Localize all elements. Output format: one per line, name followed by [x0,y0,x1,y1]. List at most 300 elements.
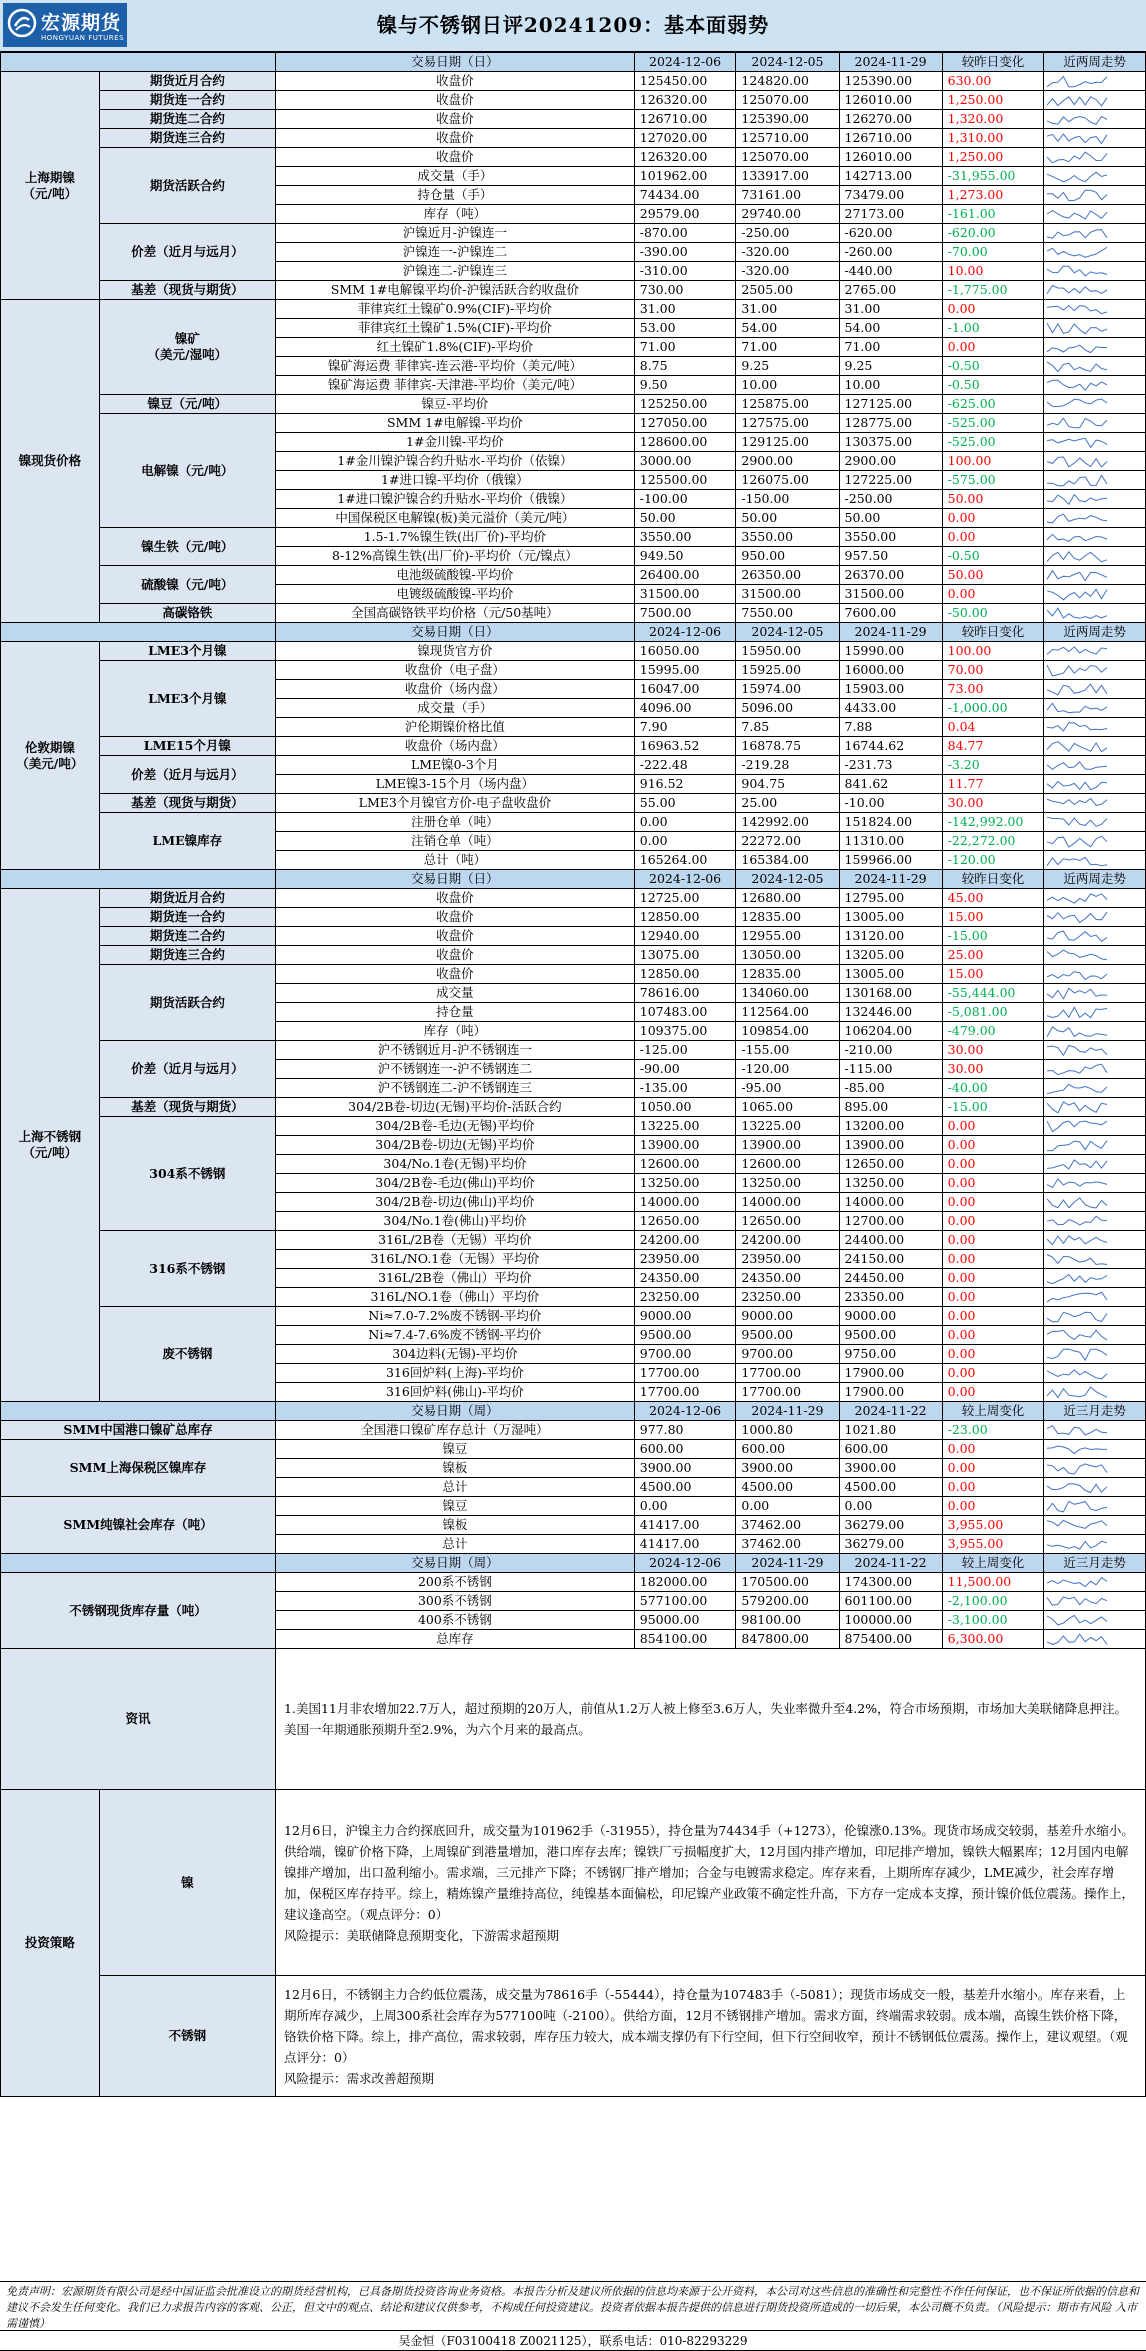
value-cell: 133917.00 [736,167,839,186]
value-cell: -310.00 [634,262,736,281]
value-cell: 17700.00 [736,1364,839,1383]
change-cell: -5,081.00 [942,1003,1044,1022]
news-text: 1.美国11月非农增加22.7万人，超过预期的20万人，前值从1.2万人被上修至3.6万人，失业率微升至4.2%，符合市场预期，市场加大美联储降息押注。美国一年期通胀预期升至2.9%，为六个月来的最高点。 [276,1649,1146,1790]
subcategory-label: 期货活跃合约 [99,965,275,1041]
trend-cell [1044,224,1146,243]
value-cell: 125070.00 [736,91,839,110]
value-cell: 125450.00 [634,72,736,91]
table-row [1,661,1146,680]
value-cell: 9.25 [839,357,942,376]
change-cell: 0.00 [942,1250,1044,1269]
value-cell: -100.00 [634,490,736,509]
trend-cell [1044,376,1146,395]
change-cell: 100.00 [942,642,1044,661]
change-cell: 0.00 [942,1497,1044,1516]
value-cell: 36279.00 [839,1535,942,1554]
value-cell: 23350.00 [839,1288,942,1307]
change-cell: 30.00 [942,794,1044,813]
trend-sparkline [1044,1137,1110,1154]
trend-sparkline [1044,1099,1110,1116]
value-cell: 31500.00 [839,585,942,604]
value-cell: -135.00 [634,1079,736,1098]
indicator-name: 收盘价 [276,72,635,91]
header-cell: 较昨日变化 [942,623,1044,642]
trend-cell [1044,91,1146,110]
indicator-name: 收盘价（电子盘） [276,661,635,680]
value-cell: -90.00 [634,1060,736,1079]
value-cell: 7.90 [634,718,736,737]
value-cell: -390.00 [634,243,736,262]
value-cell: 107483.00 [634,1003,736,1022]
value-cell: -219.28 [736,756,839,775]
value-cell: 124820.00 [736,72,839,91]
trend-sparkline [1044,282,1110,299]
value-cell: 2900.00 [839,452,942,471]
trend-cell [1044,927,1146,946]
value-cell: -222.48 [634,756,736,775]
value-cell: 112564.00 [736,1003,839,1022]
indicator-name: 收盘价 [276,965,635,984]
change-cell: -2,100.00 [942,1592,1044,1611]
value-cell: 73161.00 [736,186,839,205]
category-label: 上海期镍 （元/吨） [1,72,100,300]
value-cell: 24350.00 [634,1269,736,1288]
value-cell: -231.73 [839,756,942,775]
value-cell: 16047.00 [634,680,736,699]
trend-cell [1044,281,1146,300]
trend-sparkline [1044,130,1110,147]
change-cell: 0.00 [942,1478,1044,1497]
header-cell: 近三月走势 [1044,1402,1146,1421]
value-cell: 98100.00 [736,1611,839,1630]
news-row [1,1649,1146,1790]
trend-sparkline [1044,187,1110,204]
indicator-name: 304/2B卷-毛边(无锡)平均价 [276,1117,635,1136]
value-cell: 12680.00 [736,889,839,908]
trend-cell [1044,1459,1146,1478]
indicator-name: 300系不锈钢 [276,1592,635,1611]
indicator-name: 316L/NO.1卷（无锡）平均价 [276,1250,635,1269]
value-cell: 841.62 [839,775,942,794]
value-cell: 125070.00 [736,148,839,167]
table-row [1,1098,1146,1117]
value-cell: 16963.52 [634,737,736,756]
change-cell: 25.00 [942,946,1044,965]
trend-sparkline [1044,1460,1110,1477]
trend-cell [1044,186,1146,205]
trend-sparkline [1044,814,1110,831]
table-row [1,224,1146,243]
value-cell: -120.00 [736,1060,839,1079]
table-row [1,604,1146,623]
subcategory-label: 基差（现货与期货） [99,1098,275,1117]
value-cell: 9750.00 [839,1345,942,1364]
trend-sparkline [1044,1156,1110,1173]
trend-sparkline [1044,453,1110,470]
trend-cell [1044,1269,1146,1288]
change-cell: 0.00 [942,338,1044,357]
strategy-nickel-row [1,1790,1146,1976]
value-cell: 15974.00 [736,680,839,699]
trend-cell [1044,547,1146,566]
subcategory-label: LME3个月镍 [99,661,275,737]
trend-sparkline [1044,1612,1110,1629]
value-cell: 165264.00 [634,851,736,870]
value-cell: 14000.00 [839,1193,942,1212]
header-cell: 2024-12-05 [736,870,839,889]
indicator-name: 全国高碳铬铁平均价格（元/50基吨） [276,604,635,623]
value-cell: -620.00 [839,224,942,243]
table-row [1,965,1146,984]
value-cell: 16878.75 [736,737,839,756]
indicator-name: SMM 1#电解镍平均价-沪镍活跃合约收盘价 [276,281,635,300]
value-cell: 3550.00 [634,528,736,547]
trend-cell [1044,1041,1146,1060]
header-cell: 交易日期（周） [276,1554,635,1573]
indicator-name: 成交量（手） [276,699,635,718]
change-cell: 45.00 [942,889,1044,908]
value-cell: 100000.00 [839,1611,942,1630]
trend-cell [1044,414,1146,433]
change-cell: 630.00 [942,72,1044,91]
trend-cell [1044,1193,1146,1212]
disclaimer: 免责声明：宏源期货有限公司是经中国证监会批准设立的期货经营机构，已具备期货投资咨询业务资格。本报告分析及建议所依据的信息均来源于公开资料，本公司对这些信息的准确性和完整性不作任何保证，也不保证所依据的信息和建议不会发生任何变化。我们已力求报告内容的客观、公正，但文中的观点、结论和建议仅供参考，不构成任何投资建议。投资者依据本报告提供的信息进行期货投资所造成的一切后果，本公司概不负责。（风险提示：期市有风险 入市需谨慎） [0,2281,1146,2331]
value-cell: -320.00 [736,262,839,281]
trend-sparkline [1044,1384,1110,1401]
table-row [1,642,1146,661]
value-cell: 9000.00 [736,1307,839,1326]
trend-cell [1044,528,1146,547]
header-cell: 2024-12-05 [736,53,839,72]
trend-cell [1044,832,1146,851]
value-cell: 601100.00 [839,1592,942,1611]
value-cell: 916.52 [634,775,736,794]
brand-name-en: HONGYUAN FUTURES [41,34,125,42]
table-row [1,908,1146,927]
trend-sparkline [1044,1441,1110,1458]
trend-cell [1044,1478,1146,1497]
change-cell: 15.00 [942,965,1044,984]
indicator-name: 304边料(无锡)-平均价 [276,1345,635,1364]
value-cell: 0.00 [634,832,736,851]
trend-sparkline [1044,605,1110,622]
indicator-name: Ni≈7.0-7.2%废不锈钢-平均价 [276,1307,635,1326]
indicator-name: 沪不锈钢连二-沪不锈钢连三 [276,1079,635,1098]
trend-sparkline [1044,92,1110,109]
indicator-name: 库存（吨） [276,205,635,224]
value-cell: 54.00 [839,319,942,338]
value-cell: 127050.00 [634,414,736,433]
change-cell: 0.04 [942,718,1044,737]
change-cell: 1,273.00 [942,186,1044,205]
value-cell: 16000.00 [839,661,942,680]
change-cell: 0.00 [942,1345,1044,1364]
trend-sparkline [1044,890,1110,907]
change-cell: 0.00 [942,1326,1044,1345]
trend-cell [1044,1364,1146,1383]
value-cell: 109375.00 [634,1022,736,1041]
value-cell: 9500.00 [736,1326,839,1345]
indicator-name: 注销仓单（吨） [276,832,635,851]
value-cell: 9700.00 [634,1345,736,1364]
header-cell: 2024-12-06 [634,1554,736,1573]
trend-sparkline [1044,1061,1110,1078]
value-cell: 125250.00 [634,395,736,414]
value-cell: 0.00 [839,1497,942,1516]
value-cell: 1065.00 [736,1098,839,1117]
table-row [1,756,1146,775]
ss-risk: 风险提示：需求改善超预期 [284,2070,435,2086]
indicator-name: 收盘价（场内盘） [276,680,635,699]
value-cell: 12650.00 [634,1212,736,1231]
trend-sparkline [1044,719,1110,736]
change-cell: 73.00 [942,680,1044,699]
trend-sparkline [1044,1593,1110,1610]
indicator-name: 镍板 [276,1516,635,1535]
value-cell: 23250.00 [634,1288,736,1307]
value-cell: 126010.00 [839,148,942,167]
value-cell: -85.00 [839,1079,942,1098]
trend-cell [1044,262,1146,281]
indicator-name: 注册仓单（吨） [276,813,635,832]
trend-cell [1044,1155,1146,1174]
value-cell: 3900.00 [634,1459,736,1478]
value-cell: 127575.00 [736,414,839,433]
header-cell: 近两周走势 [1044,870,1146,889]
trend-sparkline [1044,149,1110,166]
trend-sparkline [1044,776,1110,793]
change-cell: -55,444.00 [942,984,1044,1003]
subcategory-label: 价差（近月与远月） [99,224,275,281]
indicator-name: 304/No.1卷(佛山)平均价 [276,1212,635,1231]
value-cell: 31.00 [736,300,839,319]
value-cell: 71.00 [839,338,942,357]
value-cell: 127020.00 [634,129,736,148]
value-cell: 9000.00 [839,1307,942,1326]
subcategory-label: 304系不锈钢 [99,1117,275,1231]
table-header-row [1,870,1146,889]
change-cell: -1,000.00 [942,699,1044,718]
table-header-row [1,1402,1146,1421]
indicator-name: 镍豆 [276,1497,635,1516]
change-cell: -0.50 [942,547,1044,566]
trend-sparkline [1044,339,1110,356]
value-cell: 13200.00 [839,1117,942,1136]
indicator-name: 沪镍近月-沪镍连一 [276,224,635,243]
ss-analysis: 12月6日，不锈钢主力合约低位震荡，成交量为78616手（-55444），持仓量为107483手（-5081）；现货市场成交一般，基差升水缩小。库存来看，上期所库存减少，上周300系社会库存为577100吨（-2100）。供给方面，12月不锈钢排产增加。需求方面，终端需求较弱。成本端，高镍生铁价格下降，铬铁价格下降。综上，排产高位，需求较弱，库存压力较大，成本端支撑仍有下行空间，但下行空间收窄，预计不锈钢低位震荡。操作上，建议观望。（观点评分：0） [284,1986,1128,2065]
trend-sparkline [1044,852,1110,869]
change-cell: -40.00 [942,1079,1044,1098]
trend-sparkline [1044,1023,1110,1040]
change-cell: 30.00 [942,1041,1044,1060]
trend-cell [1044,1288,1146,1307]
trend-cell [1044,1136,1146,1155]
subcategory-label: 期货近月合约 [99,889,275,908]
change-cell: 11.77 [942,775,1044,794]
trend-sparkline [1044,1479,1110,1496]
subcategory-label: 期货连三合约 [99,946,275,965]
value-cell: 0.00 [736,1497,839,1516]
indicator-name: 总计（吨） [276,851,635,870]
value-cell: 12725.00 [634,889,736,908]
trend-sparkline [1044,681,1110,698]
value-cell: 142992.00 [736,813,839,832]
trend-cell [1044,129,1146,148]
change-cell: -0.50 [942,376,1044,395]
value-cell: 16744.62 [839,737,942,756]
header-cell: 较昨日变化 [942,53,1044,72]
value-cell: 9500.00 [839,1326,942,1345]
table-row [1,1041,1146,1060]
header-cell: 2024-11-29 [839,623,942,642]
value-cell: 50.00 [736,509,839,528]
trend-sparkline [1044,1327,1110,1344]
trend-cell [1044,338,1146,357]
value-cell: 125500.00 [634,471,736,490]
value-cell: 875400.00 [839,1630,942,1649]
value-cell: 126010.00 [839,91,942,110]
value-cell: 127125.00 [839,395,942,414]
trend-cell [1044,110,1146,129]
trend-sparkline [1044,757,1110,774]
value-cell: 37462.00 [736,1535,839,1554]
indicator-name: 总计 [276,1478,635,1497]
indicator-name: 收盘价 [276,129,635,148]
indicator-name: 1.5-1.7%镍生铁(出厂价)-平均价 [276,528,635,547]
indicator-name: 镍现货官方价 [276,642,635,661]
change-cell: 11,500.00 [942,1573,1044,1592]
table-row [1,946,1146,965]
value-cell: 13250.00 [736,1174,839,1193]
trend-sparkline [1044,377,1110,394]
trend-sparkline [1044,795,1110,812]
indicator-name: 沪镍连一-沪镍连二 [276,243,635,262]
trend-cell [1044,737,1146,756]
value-cell: -125.00 [634,1041,736,1060]
trend-cell [1044,1592,1146,1611]
change-cell: -1.00 [942,319,1044,338]
value-cell: 15995.00 [634,661,736,680]
table-row [1,414,1146,433]
value-cell: 7.85 [736,718,839,737]
table-row [1,737,1146,756]
header-cell: 近两周走势 [1044,53,1146,72]
trend-sparkline [1044,225,1110,242]
table-row [1,1421,1146,1440]
trend-cell [1044,395,1146,414]
value-cell: 600.00 [634,1440,736,1459]
indicator-name: 持仓量（手） [276,186,635,205]
change-cell: 1,320.00 [942,110,1044,129]
change-cell: 0.00 [942,1383,1044,1402]
change-cell: 84.77 [942,737,1044,756]
trend-cell [1044,813,1146,832]
value-cell: 950.00 [736,547,839,566]
value-cell: 126320.00 [634,148,736,167]
subcategory-label: 316系不锈钢 [99,1231,275,1307]
change-cell: 0.00 [942,1288,1044,1307]
indicator-name: 304/No.1卷(无锡)平均价 [276,1155,635,1174]
change-cell: 50.00 [942,566,1044,585]
trend-sparkline [1044,662,1110,679]
trend-cell [1044,167,1146,186]
change-cell: 0.00 [942,528,1044,547]
trend-cell [1044,1611,1146,1630]
value-cell: 577100.00 [634,1592,736,1611]
value-cell: 182000.00 [634,1573,736,1592]
change-cell: -479.00 [942,1022,1044,1041]
trend-sparkline [1044,206,1110,223]
header-cell: 2024-11-22 [839,1554,942,1573]
trend-sparkline [1044,1080,1110,1097]
value-cell: 26370.00 [839,566,942,585]
indicator-name: 成交量（手） [276,167,635,186]
subcategory-label: 期货连一合约 [99,91,275,110]
value-cell: 600.00 [839,1440,942,1459]
value-cell: -150.00 [736,490,839,509]
value-cell: 12650.00 [736,1212,839,1231]
indicator-name: 304/2B卷-毛边(佛山)平均价 [276,1174,635,1193]
value-cell: 17700.00 [634,1383,736,1402]
value-cell: 24400.00 [839,1231,942,1250]
indicator-name: 收盘价 [276,908,635,927]
change-cell: 6,300.00 [942,1630,1044,1649]
change-cell: 15.00 [942,908,1044,927]
change-cell: 0.00 [942,1193,1044,1212]
value-cell: 13225.00 [634,1117,736,1136]
change-cell: -3.20 [942,756,1044,775]
value-cell: 730.00 [634,281,736,300]
change-cell: 0.00 [942,1231,1044,1250]
value-cell: 9.25 [736,357,839,376]
value-cell: 126710.00 [634,110,736,129]
value-cell: 0.00 [634,1497,736,1516]
value-cell: 13225.00 [736,1117,839,1136]
trend-cell [1044,642,1146,661]
trend-cell [1044,471,1146,490]
change-cell: -70.00 [942,243,1044,262]
change-cell: -50.00 [942,604,1044,623]
value-cell: 55.00 [634,794,736,813]
value-cell: -870.00 [634,224,736,243]
indicator-name: 总计 [276,1535,635,1554]
trend-sparkline [1044,434,1110,451]
value-cell: 2505.00 [736,281,839,300]
indicator-name: 400系不锈钢 [276,1611,635,1630]
value-cell: 12650.00 [839,1155,942,1174]
value-cell: 7600.00 [839,604,942,623]
value-cell: 12600.00 [736,1155,839,1174]
value-cell: 41417.00 [634,1535,736,1554]
table-row [1,281,1146,300]
subcategory-label: 期货连二合约 [99,927,275,946]
trend-cell [1044,1326,1146,1345]
subcategory-label: 价差（近月与远月） [99,756,275,794]
trend-cell [1044,1535,1146,1554]
indicator-name: 镍矿海运费 菲律宾-连云港-平均价（美元/吨） [276,357,635,376]
trend-sparkline [1044,1308,1110,1325]
value-cell: 22272.00 [736,832,839,851]
header-spacer [1,623,276,642]
value-cell: 11310.00 [839,832,942,851]
trend-sparkline [1044,909,1110,926]
value-cell: 12835.00 [736,908,839,927]
value-cell: -320.00 [736,243,839,262]
change-cell: -15.00 [942,927,1044,946]
value-cell: -250.00 [736,224,839,243]
indicator-name: 收盘价 [276,927,635,946]
value-cell: 977.80 [634,1421,736,1440]
